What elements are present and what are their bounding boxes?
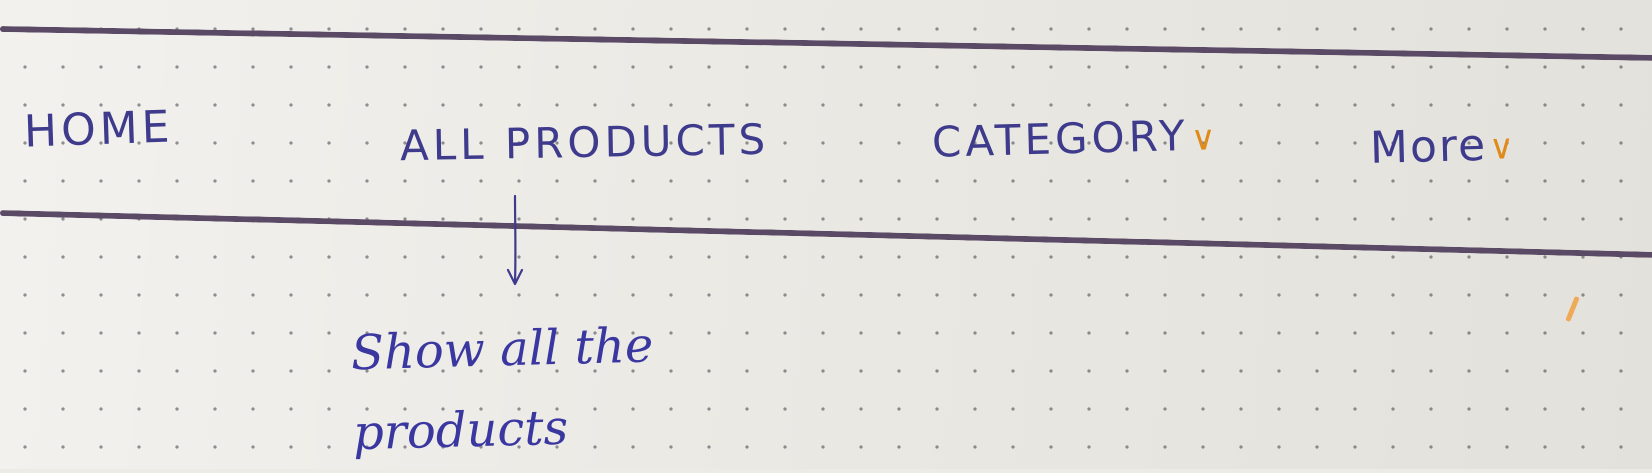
nav-more-label: More <box>1369 119 1488 174</box>
annotation-line-1: Show all the <box>350 317 654 382</box>
stray-ink-mark <box>1565 296 1579 322</box>
nav-item-home[interactable] <box>23 101 175 158</box>
nav-category-label: CATEGORY <box>931 111 1190 167</box>
nav-top-border <box>0 26 1652 61</box>
chevron-down-icon: ∨ <box>1190 117 1217 159</box>
annotation-line-2: products <box>352 399 569 462</box>
nav-item-category[interactable] <box>931 111 1217 167</box>
nav-all-products-label: ALL PRODUCTS <box>399 114 770 171</box>
arrow-down-icon <box>505 194 525 290</box>
annotation-note <box>350 299 914 473</box>
chevron-down-icon: ∨ <box>1488 127 1515 168</box>
nav-item-all-products[interactable] <box>399 114 770 171</box>
nav-home-label: HOME <box>23 101 175 158</box>
nav-bottom-border <box>0 210 1652 258</box>
nav-item-more[interactable] <box>1369 119 1515 174</box>
